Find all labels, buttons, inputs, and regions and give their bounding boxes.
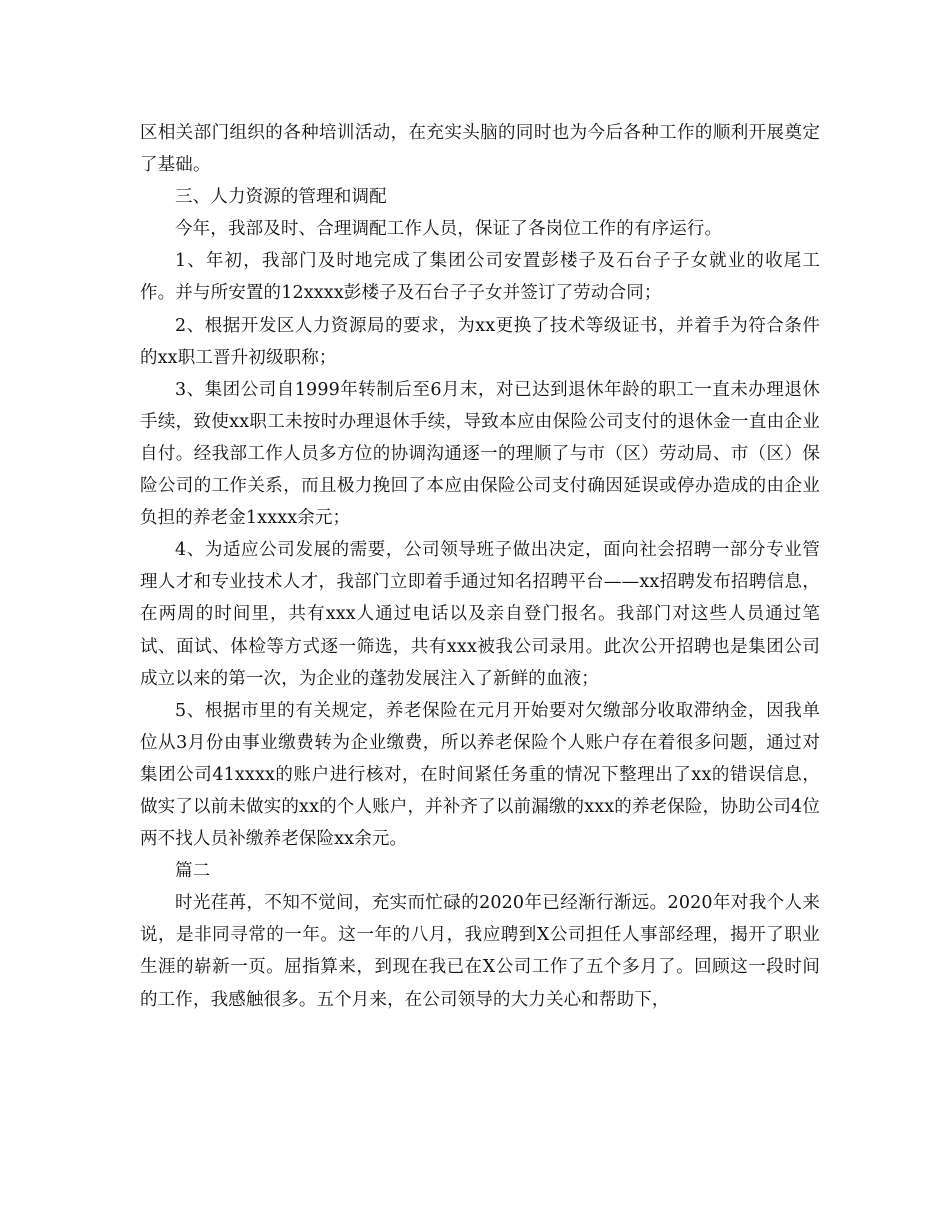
paragraph-training-continuation: 区相关部门组织的各种培训活动，在充实头脑的同时也为今后各种工作的顺利开展奠定了基础。 [140, 123, 820, 176]
paragraph-item-4: 4、为适应公司发展的需要，公司领导班子做出决定，面向社会招聘一部分专业管理人才和专业技术人才，我部门立即着手通过知名招聘平台——xx招聘发布招聘信息，在两周的时间里，共有xxx人通过电话以及亲自登门报名。我部门对这些人员通过笔试、面试、体检等方式逐一筛选，共有xxx被我公司录用。此次公开招聘也是集团公司成立以来的第一次，为企业的蓬勃发展注入了新鲜的血液； [140, 540, 820, 689]
paragraph-part-two-intro: 时光荏苒，不知不觉间，充实而忙碌的2020年已经渐行渐远。2020年对我个人来说，是非同寻常的一年。这一年的八月，我应聘到X公司担任人事部经理，揭开了职业生涯的崭新一页。屈指算来，到现在我已在X公司工作了五个多月了。回顾这一段时间的工作，我感触很多。五个月来，在公司领导的大力关心和帮助下， [140, 893, 820, 1010]
paragraph-hr-intro: 今年，我部及时、合理调配工作人员，保证了各岗位工作的有序运行。 [175, 219, 723, 240]
paragraph-item-3: 3、集团公司自1999年转制后至6月末，对已达到退休年龄的职工一直未办理退休手续，致使xx职工未按时办理退休手续，导致本应由保险公司支付的退休金一直由企业自付。经我部工作人员多方位的协调沟通逐一的理顺了与市（区）劳动局、市（区）保险公司的工作关系，而且极力挽回了本应由保险公司支付确因延误或停办造成的由企业负担的养老金1xxxx余元； [140, 379, 820, 529]
section-heading-part-two: 篇二 [175, 861, 211, 882]
paragraph-item-1: 1、年初，我部门及时地完成了集团公司安置彭楼子及石台子子女就业的收尾工作。并与所安置的12xxxx彭楼子及石台子子女并签订了劳动合同； [140, 251, 820, 304]
heading-hr-management: 三、人力资源的管理和调配 [175, 187, 387, 208]
document-body [140, 117, 820, 1016]
paragraph-item-2: 2、根据开发区人力资源局的要求，为xx更换了技术等级证书，并着手为符合条件的xx职工晋升初级职称； [140, 315, 820, 368]
paragraph-item-5: 5、根据市里的有关规定，养老保险在元月开始要对欠缴部分收取滞纳金，因我单位从3月份由事业缴费转为企业缴费，所以养老保险个人账户存在着很多问题，通过对集团公司41xxxx的账户进行核对，在时间紧任务重的情况下整理出了xx的错误信息，做实了以前未做实的xx的个人账户，并补齐了以前漏缴的xxx的养老保险，协助公司4位两不找人员补缴养老保险xx余元。 [140, 700, 820, 850]
